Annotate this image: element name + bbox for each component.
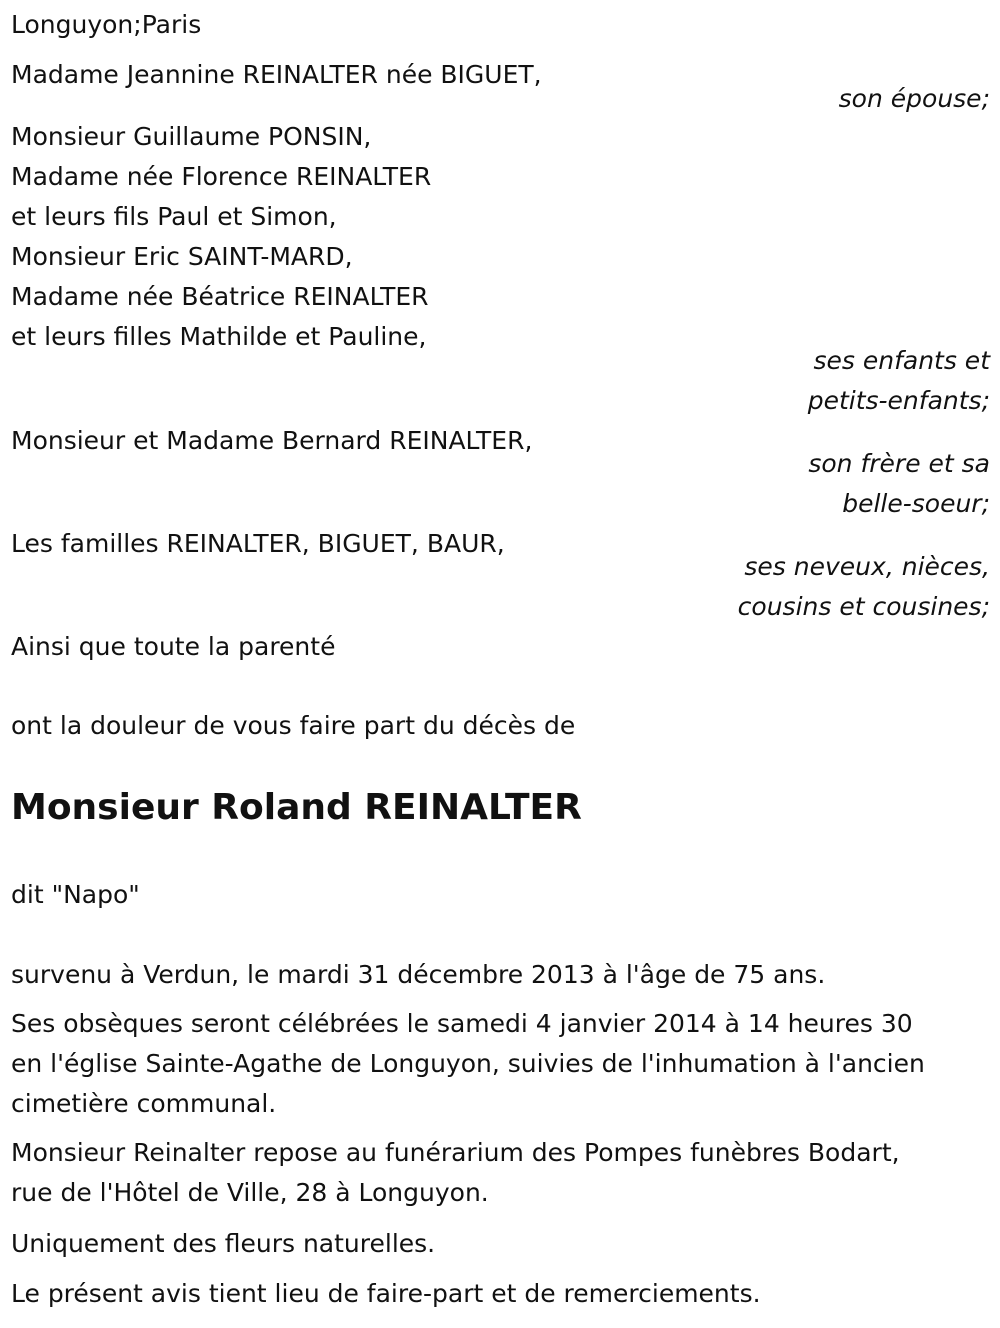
extended-family-role <box>738 547 990 627</box>
funeral-line: cimetière communal. <box>11 1089 277 1118</box>
family-line: et leurs fils Paul et Simon, <box>11 202 337 231</box>
family-line: Madame née Florence REINALTER <box>11 162 432 191</box>
family-line: Monsieur Guillaume PONSIN, <box>11 122 372 151</box>
nickname-line: dit "Napo" <box>11 880 140 909</box>
role-line: son épouse; <box>838 84 990 113</box>
sibling-names <box>11 421 532 461</box>
role-line: son frère et sa <box>808 449 990 478</box>
role-line: belle-soeur; <box>842 489 990 518</box>
announcement-line: ont la douleur de vous faire part du décès de <box>11 711 576 740</box>
repose-line: rue de l'Hôtel de Ville, 28 à Longuyon. <box>11 1178 489 1207</box>
sibling-role <box>808 444 990 524</box>
family-line: Monsieur Eric SAINT-MARD, <box>11 242 353 271</box>
closing-note: Le présent avis tient lieu de faire-part et de remerciements. <box>11 1279 761 1308</box>
flowers-note: Uniquement des fleurs naturelles. <box>11 1229 436 1258</box>
role-line: cousins et cousines; <box>737 592 990 621</box>
funeral-line: Ses obsèques seront célébrées le samedi 4 janvier 2014 à 14 heures 30 <box>11 1009 913 1038</box>
family-line: et leurs filles Mathilde et Pauline, <box>11 322 427 351</box>
children-role <box>808 341 990 421</box>
kin-all-line: Ainsi que toute la parenté <box>11 632 336 661</box>
role-line: petits-enfants; <box>807 386 990 415</box>
family-line: Madame née Béatrice REINALTER <box>11 282 429 311</box>
children-names <box>11 117 431 357</box>
spouse-role <box>839 79 990 119</box>
spouse-name <box>11 55 542 95</box>
role-line: ses neveux, nièces, <box>744 552 990 581</box>
deceased-name: Monsieur Roland REINALTER <box>11 787 582 828</box>
repose-line: Monsieur Reinalter repose au funérarium des Pompes funèbres Bodart, <box>11 1138 900 1167</box>
family-line: Madame Jeannine REINALTER née BIGUET, <box>11 60 542 89</box>
funeral-line: en l'église Sainte-Agathe de Longuyon, suivies de l'inhumation à l'ancien <box>11 1049 925 1078</box>
family-line: Les familles REINALTER, BIGUET, BAUR, <box>11 529 505 558</box>
death-details: survenu à Verdun, le mardi 31 décembre 2013 à l'âge de 75 ans. <box>11 960 826 989</box>
family-line: Monsieur et Madame Bernard REINALTER, <box>11 426 533 455</box>
role-line: ses enfants et <box>813 346 990 375</box>
repose-details <box>11 1133 900 1213</box>
extended-family-names <box>11 524 505 564</box>
funeral-details <box>11 1004 925 1124</box>
place-line: Longuyon;Paris <box>11 10 202 39</box>
